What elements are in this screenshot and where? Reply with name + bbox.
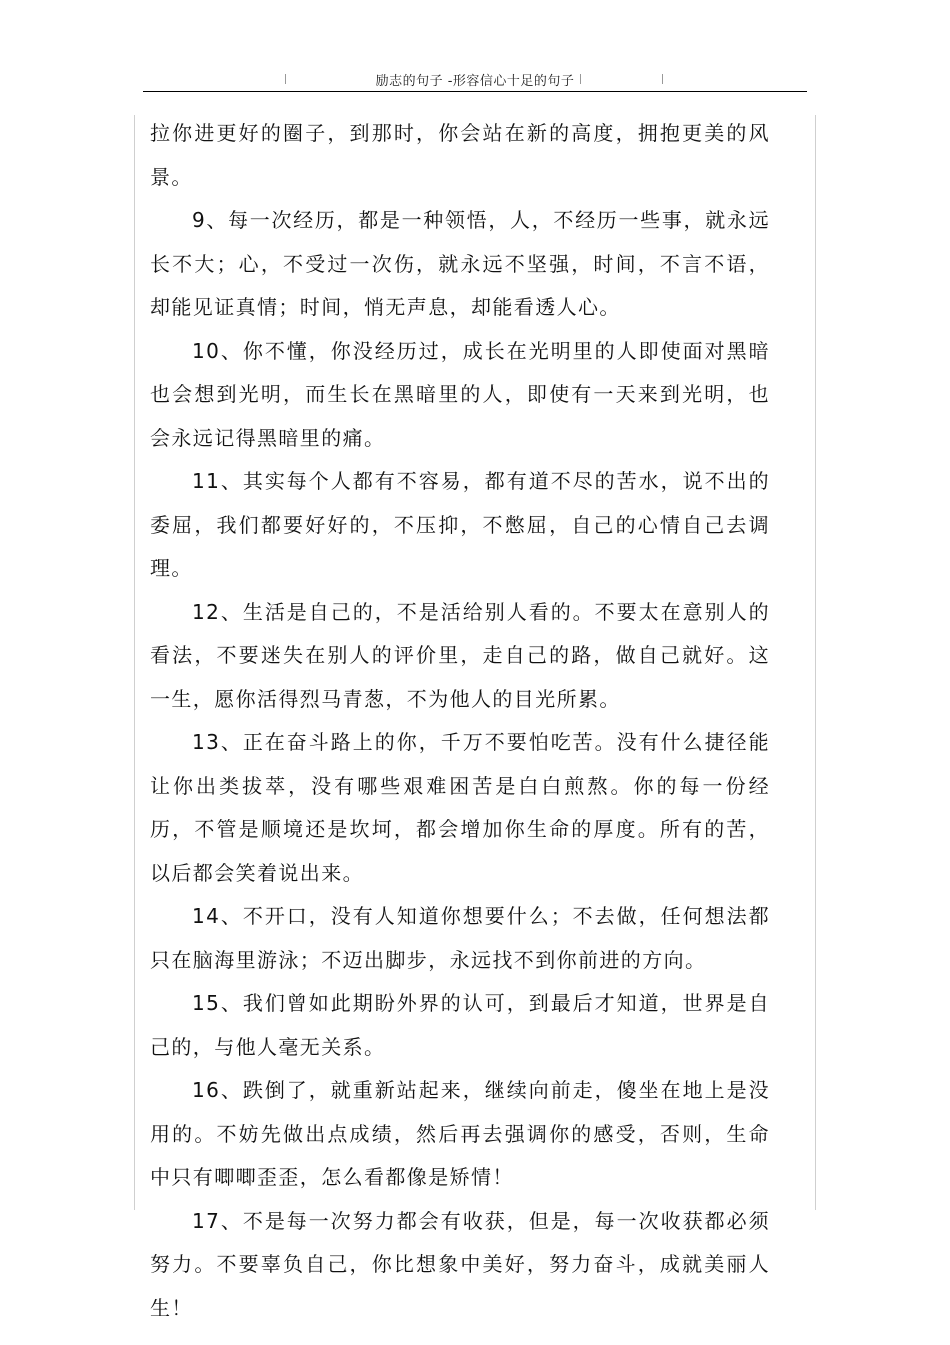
document-body [150, 112, 770, 1330]
quote-item-15: 15、我们曾如此期盼外界的认可，到最后才知道，世界是自己的，与他人毫无关系。 [150, 991, 770, 1059]
continuation-paragraph: 拉你进更好的圈子，到那时，你会站在新的高度，拥抱更美的风景。 [150, 121, 770, 189]
header-tick-right [662, 74, 663, 84]
left-margin-line [134, 115, 135, 1210]
header-rule [143, 91, 807, 92]
quote-item-13: 13、正在奋斗路上的你，千万不要怕吃苦。没有什么捷径能让你出类拔萃，没有哪些艰难困苦是白白煎熬。你的每一份经历，不管是顺境还是坎坷，都会增加你生命的厚度。所有的苦，以后都会笑着说出来。 [150, 730, 770, 885]
quote-item-14: 14、不开口，没有人知道你想要什么；不去做，任何想法都只在脑海里游泳；不迈出脚步，永远找不到你前进的方向。 [150, 904, 770, 972]
header-tick-mid [580, 74, 581, 84]
right-margin-line [815, 115, 816, 1210]
quote-item-16: 16、跌倒了，就重新站起来，继续向前走，傻坐在地上是没用的。不妨先做出点成绩，然后再去强调你的感受，否则，生命中只有唧唧歪歪，怎么看都像是矫情！ [150, 1078, 770, 1189]
quote-item-11: 11、其实每个人都有不容易，都有道不尽的苦水，说不出的委屈，我们都要好好的，不压抑，不憋屈，自己的心情自己去调理。 [150, 469, 770, 580]
quote-item-17: 17、不是每一次努力都会有收获，但是，每一次收获都必须努力。不要辜负自己，你比想象中美好，努力奋斗，成就美丽人生！ [150, 1208, 770, 1320]
quote-item-10: 10、你不懂，你没经历过，成长在光明里的人即使面对黑暗也会想到光明，而生长在黑暗里的人，即使有一天来到光明，也会永远记得黑暗里的痛。 [150, 338, 770, 450]
quote-item-9: 9、每一次经历，都是一种领悟，人，不经历一些事，就永远长不大；心，不受过一次伤，就永远不坚强，时间，不言不语，却能见证真情；时间，悄无声息，却能看透人心。 [150, 208, 770, 319]
header-title: 励志的句子 -形容信心十足的句子 [375, 74, 575, 89]
quote-item-12: 12、生活是自己的，不是活给别人看的。不要太在意别人的看法，不要迷失在别人的评价里，走自己的路，做自己就好。这一生，愿你活得烈马青葱，不为他人的目光所累。 [150, 599, 770, 711]
